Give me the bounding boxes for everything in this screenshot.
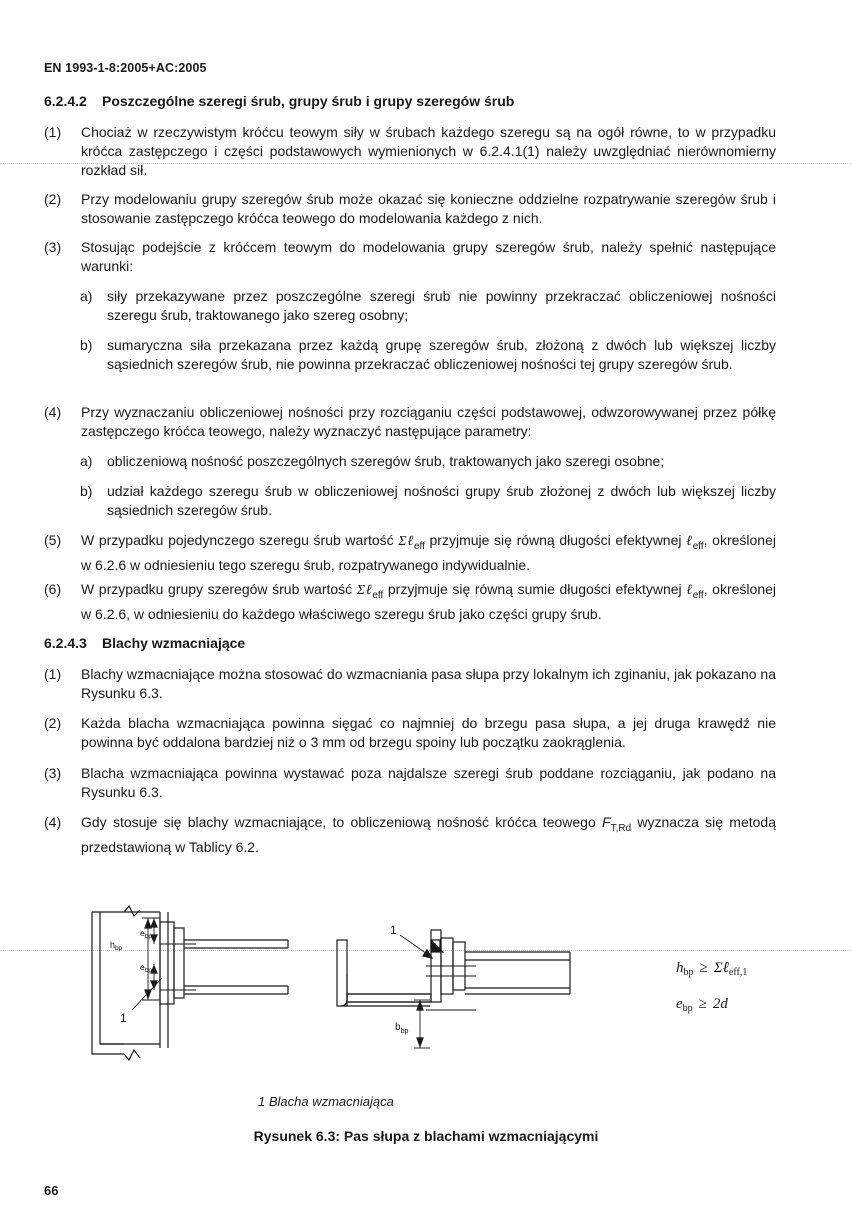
paragraph-text: Gdy stosuje się blachy wzmacniające, to obliczeniową nośność króćca teowego $F_{T,Rd}$ wyznacza się metodą przedstawioną w Tablicy 6.2. xyxy=(81,814,776,855)
paragraph-text: Przy modelowaniu grupy szeregów śrub może okazać się konieczne oddzielne rozpatrywanie szeregów śrub i stosowanie zastępczego króćca teowego do modelowania każdego z nich. xyxy=(81,191,776,226)
paragraph-number: (4) xyxy=(44,814,62,830)
formula-hbp: $h_{bp}$ ≥ Σℓ$_{eff,1}$ xyxy=(676,960,748,978)
paragraph-text: Każda blacha wzmacniająca powinna sięgać co najmniej do brzegu pasa słupa, a jej druga krawędź nie powinna być oddalona bardziej niż o 3 mm od brzegu spoiny lub początku zaokrąglenia. xyxy=(81,715,776,750)
paragraph-text: W przypadku grupy szeregów śrub wartość Σℓ$_{eff}$ przyjmuje się równą sumie długości efektywnej ℓ$_{eff}$, określonej w 6.2.6, w odniesieniu do każdego właściwego szeregu śrub jako części grupy śrub. xyxy=(81,581,776,622)
list-item-letter: b) xyxy=(80,483,93,499)
list-item-text: sumaryczna siła przekazana przez każdą grupę szeregów śrub, złożoną z dwóch lub większej liczby sąsiednich szeregów śrub, nie powinna przekraczać obliczeniowej nośności tej grupy szeregów śrub. xyxy=(107,337,776,372)
paragraph-number: (4) xyxy=(44,404,62,420)
label-ebp-top: $e_{bp}$ xyxy=(140,928,152,940)
paragraph-text: W przypadku pojedynczego szeregu śrub wartość Σℓ$_{eff}$ przyjmuje się równą długości efektywnej ℓ$_{eff}$, określonej w 6.2.6 w odniesieniu tego szeregu śrub, rozpatrywanego indywidualnie. xyxy=(81,532,776,573)
list-item-text: udział każdego szeregu śrub w obliczeniowej nośności grupy śrub złożonej z dwóch lub większej liczby sąsiednich szeregów śrub. xyxy=(107,483,776,518)
label-ebp-bottom: $e_{bp}$ xyxy=(140,962,152,974)
left-view xyxy=(92,906,288,1060)
marker-right: 1 xyxy=(390,923,397,937)
list-item-text: siły przekazywane przez poszczególne szeregi śrub nie powinny przekraczać obliczeniowej nośności szeregu śrub, traktowanego jako szereg osobny; xyxy=(107,288,776,323)
paragraph-number: (1) xyxy=(44,666,62,682)
section-title: Poszczególne szeregi śrub, grupy śrub i grupy szeregów śrub xyxy=(102,93,515,109)
figure-legend: 1 Blacha wzmacniająca xyxy=(258,1094,394,1109)
paragraph-number: (1) xyxy=(44,124,62,140)
list-item-letter: b) xyxy=(80,337,93,353)
list-item-text: obliczeniową nośność poszczególnych szeregów śrub, traktowanych jako szeregi osobne; xyxy=(107,453,665,469)
paragraph-text: Stosując podejście z króćcem teowym do modelowania grupy szeregów śrub, należy spełnić następujące warunki: xyxy=(81,239,776,274)
paragraph-text: Chociaż w rzeczywistym króćcu teowym siły w śrubach każdego szeregu są na ogół równe, to w przypadku króćca zastępczego i części podstawowych wymienionych w 6.2.4.1(1) należy uwzględniać nierównomierny rozkład sił. xyxy=(81,124,776,178)
label-hbp: $h_{bp}$ xyxy=(110,940,123,952)
section-number: 6.2.4.2 xyxy=(44,93,87,109)
right-view xyxy=(337,930,570,1048)
marker-left: 1 xyxy=(120,1011,127,1025)
figure-caption: Rysunek 6.3: Pas słupa z blachami wzmacniającymi xyxy=(253,1128,599,1144)
paragraph-text: Blachy wzmacniające można stosować do wzmacniania pasa słupa przy lokalnym ich zginaniu, jak pokazano na Rysunku 6.3. xyxy=(81,666,776,701)
paragraph-text: Blacha wzmacniająca powinna wystawać poza najdalsze szeregi śrub poddane rozciąganiu, jak podano na Rysunku 6.3. xyxy=(81,765,776,800)
list-item-letter: a) xyxy=(80,453,93,469)
formula-ebp: $e_{bp} \ge 2d$ xyxy=(676,996,728,1014)
paragraph-number: (3) xyxy=(44,765,62,781)
paragraph-number: (2) xyxy=(44,715,62,731)
standard-header: EN 1993-1-8:2005+AC:2005 xyxy=(44,61,207,75)
paragraph-number: (6) xyxy=(44,581,62,597)
paragraph-text: Przy wyznaczaniu obliczeniowej nośności przy rozciąganiu części podstawowej, odwzorowywanej przez półkę zastępczego króćca teowego, należy wyznaczyć następujące parametry: xyxy=(81,404,776,439)
page-number: 66 xyxy=(44,1183,59,1198)
label-bbp: $b_{bp}$ xyxy=(395,1022,409,1035)
paragraph-number: (3) xyxy=(44,239,62,255)
paragraph-number: (2) xyxy=(44,191,62,207)
section-number: 6.2.4.3 xyxy=(44,635,87,651)
list-item-letter: a) xyxy=(80,288,93,304)
section-title: Blachy wzmacniające xyxy=(102,635,246,651)
paragraph-number: (5) xyxy=(44,532,62,548)
